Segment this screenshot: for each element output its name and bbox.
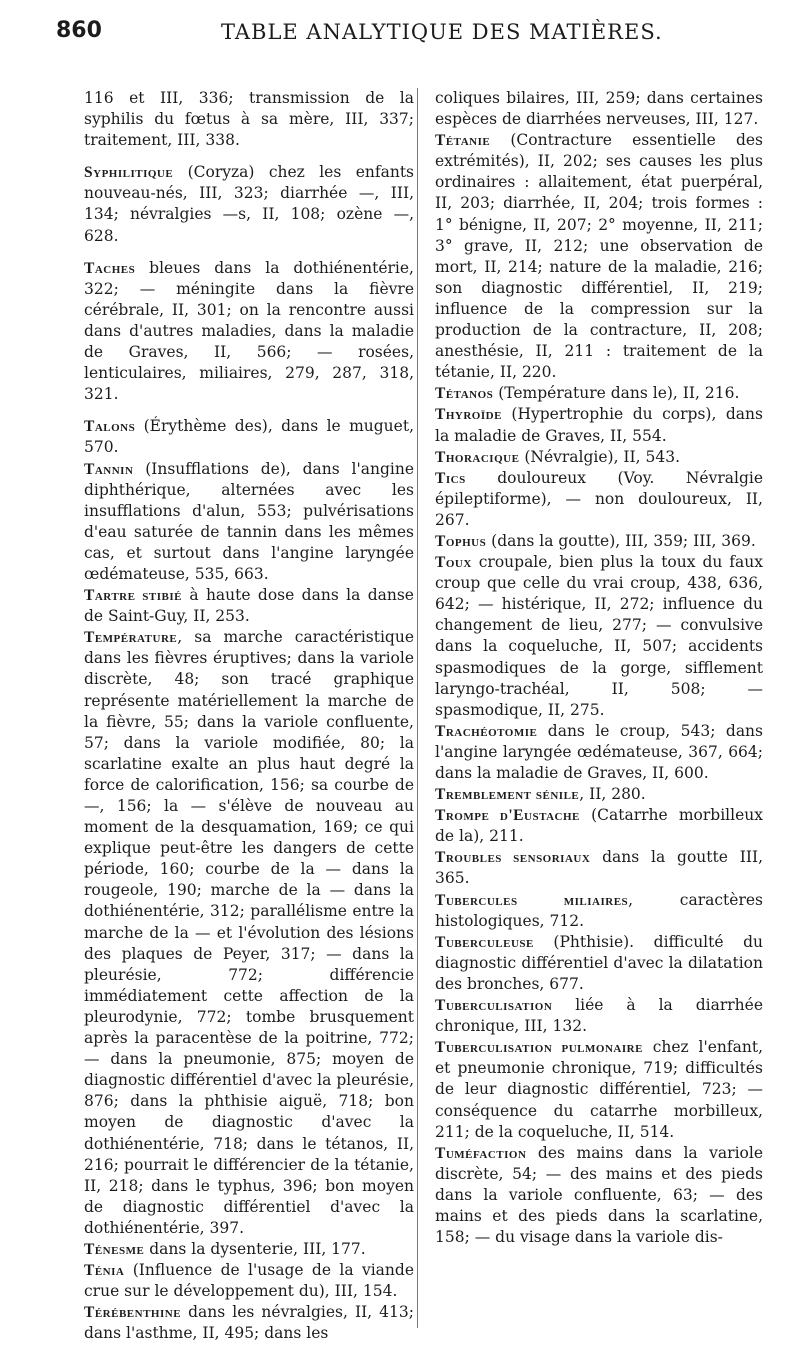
index-entry xyxy=(435,130,763,383)
entry-text: douloureux (Voy. Névralgie épileptiforme), — non douloureux, II, 267. xyxy=(435,468,763,529)
entry-term: Térébenthine xyxy=(84,1304,182,1322)
index-entry xyxy=(435,932,763,995)
entry-text: (Phthisie). difficulté du diagnostic différentiel d'avec la dilatation des bronches, 677. xyxy=(435,932,763,993)
entry-text: dans le croup, 543; dans l'angine laryngée œdémateuse, 367, 664; dans la maladie de Graves, II, 600. xyxy=(435,721,763,782)
index-entry xyxy=(84,1239,414,1260)
entry-text: dans la goutte III, 365. xyxy=(435,848,763,888)
index-entry xyxy=(84,585,414,627)
index-entry xyxy=(435,784,763,805)
entry-term: Ténesme xyxy=(84,1240,145,1258)
entry-term: Troubles sensoriaux xyxy=(435,849,591,867)
entry-term: Tophus xyxy=(435,532,487,550)
index-entry xyxy=(435,552,763,721)
index-entry xyxy=(84,1260,414,1302)
entry-term: Tétanie xyxy=(435,132,491,150)
entry-term: Ténia xyxy=(84,1262,125,1280)
index-entry xyxy=(84,459,414,586)
index-entry xyxy=(84,258,414,406)
entry-term: Tuberculisation xyxy=(435,997,553,1015)
entry-term: Tuberculeuse xyxy=(435,933,534,951)
index-entry xyxy=(84,627,414,1239)
index-entry xyxy=(435,890,763,932)
index-entry xyxy=(435,531,763,552)
entry-text: , sa marche caractéristique dans les fièvres éruptives; dans la variole discrète, 48; son tracé graphique représente matériellement la marche de la fièvre, 55; dans la variole confluente, 57; dans la variole modifiée, 80; la scarlatine exalte an plus haut degré la force de calorification, 156; sa courbe de —, 156; la — s'élève de nouveau au moment de la desquamation, 169; ce qui explique peut-être les dangers de cette période, 160; courbe de la — dans la rougeole, 190; marche de la — dans la dothiénentérie, 312; parallélisme entre la marche de la — et l'évolution des lésions des plaques de Peyer, 317; — dans la pleurésie, 772; différencie immédiatement cette affection de la pleurodynie, 772; tombe brusquement après la paracentèse de la poitrine, 772; — dans la pneumonie, 875; moyen de diagnostic différentiel d'avec la pleurésie, 876; dans la phthisie aiguë, 718; bon moyen de diagnostic d'avec la dothiénentérie, 718; dans le tétanos, II, 216; pourrait le différencier de la tétanie, II, 218; dans le typhus, 396; bon moyen de diagnostic différentiel d'avec la dothiénentérie, 397. xyxy=(84,628,414,1237)
entry-term: Tuberculisation pulmonaire xyxy=(435,1039,643,1057)
entry-term: Tannin xyxy=(84,460,134,478)
left-column xyxy=(84,88,414,1344)
entry-term: Trachéotomie xyxy=(435,722,538,740)
entry-text: à haute dose dans la danse de Saint-Guy, II, 253. xyxy=(84,586,414,626)
index-entry xyxy=(435,447,763,468)
right-column xyxy=(435,88,763,1248)
continuation-text: 116 et III, 336; transmission de la syphilis du fœtus à sa mère, III, 337; traitement, III, 338. xyxy=(84,89,414,150)
entry-text: (Catarrhe morbilleux de la), 211. xyxy=(435,806,763,846)
index-entry xyxy=(435,404,763,446)
entry-text: (Névralgie), II, 543. xyxy=(519,447,681,466)
entry-text: , II, 280. xyxy=(579,785,646,804)
entry-text: liée à la diarrhée chronique, III, 132. xyxy=(435,996,763,1036)
entry-text: dans les névralgies, II, 413; dans l'asthme, II, 495; dans les xyxy=(84,1303,414,1343)
index-entry xyxy=(84,162,414,246)
entry-text: (Influence de l'usage de la viande crue sur le développement du), III, 154. xyxy=(84,1261,414,1301)
entry-text: (Hypertrophie du corps), dans la maladie de Graves, II, 554. xyxy=(435,405,763,445)
entry-text: (Insufflations de), dans l'angine diphthérique, alternées avec les insufflations d'alun, 553; pulvérisations d'eau saturée de tannin dans les mêmes cas, et surtout dans l'angine laryngée œdémateuse, 535, 663. xyxy=(84,459,414,583)
entry-term: Tuméfaction xyxy=(435,1144,527,1162)
entry-term: Tics xyxy=(435,469,466,487)
entry-text: (Érythème des), dans le muguet, 570. xyxy=(84,417,414,457)
index-entry xyxy=(435,383,763,404)
continuation-text: coliques bilaires, III, 259; dans certaines espèces de diarrhées nerveuses, III, 127. xyxy=(435,89,763,129)
entry-text: des mains dans la variole discrète, 54; — des mains et des pieds dans la variole confluente, 63; — des mains et des pieds dans la scarlatine, 158; — du visage dans la variole dis- xyxy=(435,1143,763,1247)
index-entry xyxy=(435,1037,763,1142)
entry-text: (Contracture essentielle des extrémités), II, 202; ses causes les plus ordinaires : allaitement, état puerpéral, II, 203; diarrhée, II, 204; trois formes : 1° bénigne, II, 207; 2° moyenne, II, 211; 3° grave, II, 212; une observation de mort, II, 214; nature de la maladie, 216; son diagnostic différentiel, II, 219; influence de la compression sur la production de la contracture, II, 208; anesthésie, II, 211 : traitement de la tétanie, II, 220. xyxy=(435,131,763,382)
entry-text: bleues dans la dothiénentérie, 322; — méningite dans la fièvre cérébrale, II, 301; on la rencontre aussi dans d'autres maladies, dans la maladie de Graves, II, 566; — rosées, lenticulaires, miliaires, 279, 287, 318, 321. xyxy=(84,258,414,404)
page-number: 860 xyxy=(56,18,102,43)
entry-term: Température xyxy=(84,629,178,647)
entry-term: Taches xyxy=(84,259,136,277)
entry-term: Tubercules miliaires xyxy=(435,891,629,909)
entry-term: Tétanos xyxy=(435,385,494,403)
entry-text: chez l'enfant, et pneumonie chronique, 719; difficultés de leur diagnostic différentiel, 723; — conséquence du catarrhe morbilleux, 211; de la coqueluche, II, 514. xyxy=(435,1038,763,1141)
page-header xyxy=(56,18,756,58)
entry-term: Tremblement sénile xyxy=(435,786,580,804)
entry-term: Syphilitique xyxy=(84,164,174,182)
entry-text: (dans la goutte), III, 359; III, 369. xyxy=(486,531,756,550)
entry-text: croupale, bien plus la toux du faux croup que celle du vrai croup, 438, 636, 642; — histérique, II, 272; influence du changement de lieu, 277; — convulsive dans la coqueluche, II, 507; accidents spasmodiques de la gorge, sifflement laryngo-trachéal, II, 508; — spasmodique, II, 275. xyxy=(435,553,763,719)
entry-term: Tartre stibié xyxy=(84,587,182,605)
entry-term: Thyroïde xyxy=(435,406,502,424)
entry-text: dans la dysenterie, III, 177. xyxy=(144,1239,366,1258)
index-entry xyxy=(435,721,763,784)
index-entry xyxy=(435,995,763,1037)
entry-text: , caractères histologiques, 712. xyxy=(435,890,763,930)
entry-text: (Coryza) chez les enfants nouveau-nés, III, 323; diarrhée —, III, 134; névralgies —s, II, 108; ozène —, 628. xyxy=(84,163,414,245)
index-entry xyxy=(84,416,414,458)
index-entry xyxy=(435,847,763,889)
index-entry xyxy=(435,1143,763,1248)
column-divider xyxy=(417,88,418,1328)
entry-term: Talons xyxy=(84,418,136,436)
running-head: TABLE ANALYTIQUE DES MATIÈRES. xyxy=(221,20,663,44)
index-entry xyxy=(84,1302,414,1344)
index-entry xyxy=(435,805,763,847)
index-entry xyxy=(435,468,763,531)
entry-term: Trompe d'Eustache xyxy=(435,807,580,825)
entry-term: Thoracique xyxy=(435,448,520,466)
entry-text: (Température dans le), II, 216. xyxy=(493,384,740,403)
entry-term: Toux xyxy=(435,554,472,572)
